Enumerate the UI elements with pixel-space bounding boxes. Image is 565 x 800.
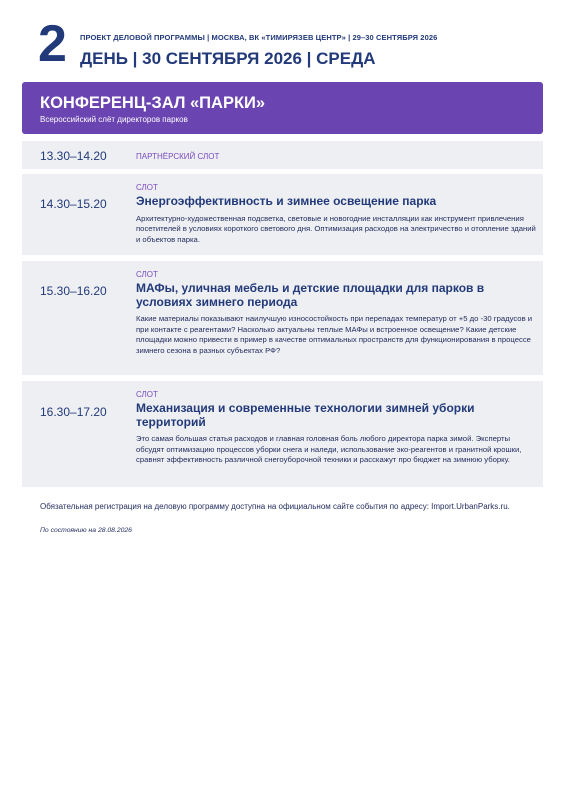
page-title: ДЕНЬ | 30 СЕНТЯБРЯ 2026 | СРЕДА [80,49,376,68]
schedule-row [22,261,543,375]
schedule-row [22,174,543,255]
hall-subtitle: Всероссийский слёт директоров парков [40,115,188,124]
session-title: Энергоэффективность и зимнее освещение парка [136,194,437,208]
slot-time: 15.30–16.20 [40,284,107,298]
schedule-row-partner [22,141,543,169]
slot-time: 14.30–15.20 [40,197,107,211]
day-number: 2 [38,15,67,73]
schedule-row [22,381,543,487]
slot-label: СЛОТ [136,270,158,279]
slot-content [136,270,536,356]
partner-slot-label: ПАРТНЁРСКИЙ СЛОТ [136,152,220,161]
session-description: Какие материалы показывают наилучшую износостойкость при перепадах температур от +5 до -30 градусов и при контакте с реагентами? Насколько актуальны теплые МАФы и встроенное освещение? Какие детские площадки можно привести в пример в качестве оптимальных пространств для функционирования в процессе зимнего сезона в разных субъектах РФ? [136,314,533,355]
slot-content [136,183,536,245]
event-meta: ПРОЕКТ ДЕЛОВОЙ ПРОГРАММЫ | МОСКВА, ВК «ТИМИРЯЗЕВ ЦЕНТР» | 29–30 СЕНТЯБРЯ 2026 [80,33,438,42]
status-date: По состоянию на 28.08.2026 [40,527,132,534]
hall-banner [22,82,543,134]
slot-label: СЛОТ [136,183,158,192]
slot-time: 16.30–17.20 [40,405,107,419]
session-title: Механизация и современные технологии зимней уборки территорий [136,401,475,429]
session-description: Это самая большая статья расходов и главная головная боль любого директора парка зимой. Эксперты обсудят оптимизацию процессов уборки снега и наледи, использование эко-реагентов и гранитной крошки, сравнят эффективность различной снегоуборочной техники и расскажут про бюджет на зимнюю уборку. [136,434,522,465]
session-description: Архитектурно-художественная подсветка, световые и новогодние инсталляции как инструмент привлечения посетителей в условиях короткого светового дня. Оптимизация расходов на электричество и отопление зданий и объектов парка. [136,213,536,244]
hall-title: КОНФЕРЕНЦ-ЗАЛ «ПАРКИ» [40,94,266,112]
slot-content [136,390,536,466]
slot-label: СЛОТ [136,390,158,399]
session-title: МАФы, уличная мебель и детские площадки для парков в условиях зимнего периода [136,281,485,309]
slot-time: 13.30–14.20 [40,149,107,163]
registration-note: Обязательная регистрация на деловую программу доступна на официальном сайте события по адресу: Import.UrbanParks.ru. [40,502,510,511]
